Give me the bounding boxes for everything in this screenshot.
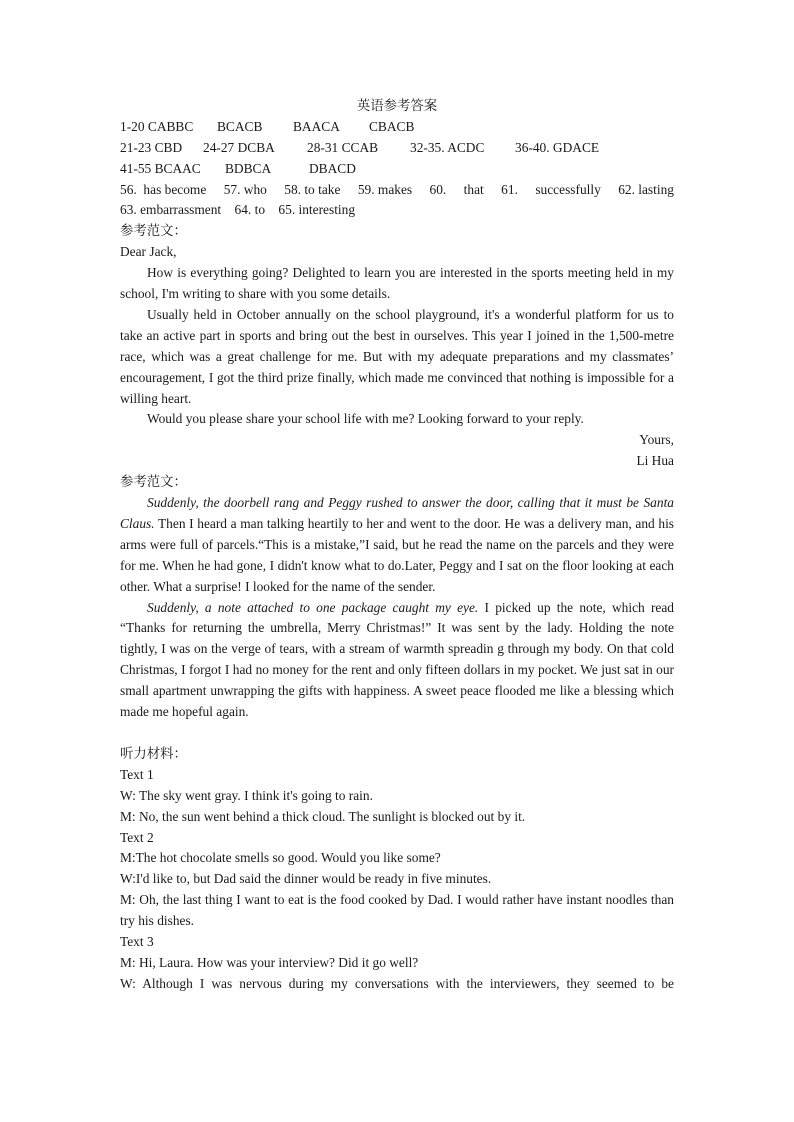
section-gap [120,723,674,744]
answer-group: 41-55 BCAAC [120,160,201,176]
answer-item: 59. makes [357,181,413,197]
listening-line: M:The hot chocolate smells so good. Would you like some? [120,850,441,866]
answer-group: 28-31 CCAB [307,139,379,155]
essay1-closing: Yours, [639,432,674,448]
answer-item: 57. who [223,181,267,197]
answer-item: 60. [429,181,447,197]
answer-item: 61. [501,181,518,197]
answer-group: DBACD [309,160,356,176]
answer-group: BCACB [217,118,263,134]
answer-group: 24-27 DCBA [203,139,275,155]
essay1-paragraph-3: Would you please share your school life with me? Looking forward to your reply. [147,411,584,427]
essay1-label: 参考范文： [120,223,187,239]
listening-line: Text 3 [120,934,154,950]
essay2-paragraph-1-body: Then I heard a man talking heartily to her and went to the door. He was a delivery man, and his arms were full of parcels.“This is a mistake,”I said, but he read the name on the parcels and they were for me. When he had gone, I didn't know what to do.Later, Peggy and I sat on the floor looking at each other. What a surprise! I looked for the name of the sender. [120,515,674,594]
listening-line: Text 2 [120,829,154,845]
listening-line: Text 1 [120,766,154,782]
essay1-paragraph-2: Usually held in October annually on the school playground, it's a wonderful platform for us to take an active part in sports and bring out the best in ourselves. This year I joined in the 1,500-metre race, which was a great challenge for me. But with my adequate preparations and my classmates’ encouragement, I got the third prize finally, which made me convinced that nothing is impossible for a willing heart. [120,306,674,406]
listening-label: 听力材料： [120,746,187,762]
listening-line: W: The sky went gray. I think it's going to rain. [120,787,373,803]
answer-group: BAACA [293,118,340,134]
answer-row-3 [120,159,674,180]
answer-row-5: 63. embarrassment 64. to 65. interesting [120,202,356,218]
document-page [120,96,674,995]
essay2-paragraph-1-lead: Suddenly, the doorbell rang and Peggy rushed to answer the door, calling that it must be Santa Claus. [120,495,674,531]
essay2-paragraph-1 [120,493,674,598]
answer-item: 58. to take [284,181,341,197]
essay2-label: 参考范文： [120,474,187,490]
answer-group: 1-20 CABBC [120,118,194,134]
answer-item: successfully [535,181,601,197]
answer-group: 32-35. ACDC [410,139,485,155]
page-title: 英语参考答案 [356,98,438,113]
listening-line: W: Although I was nervous during my conversations with the interviewers, they seemed to be [120,975,674,991]
answer-row-4 [120,180,674,201]
essay1-signature: Li Hua [636,453,674,469]
essay1-greeting: Dear Jack, [120,244,177,260]
answer-group: BDBCA [225,160,272,176]
answer-group: 36-40. GDACE [515,139,600,155]
answer-row-2 [120,138,674,159]
essay2-paragraph-2-body: I picked up the note, which read “Thanks for returning the umbrella, Merry Christmas!” It was sent by the lady. Holding the note tightly, I was on the verge of tears, with a stream of warmth spreadin g through my body. On that cold Christmas, I forgot I had no money for the rent and only fifteen dollars in my pocket. We just sat in our small apartment unwrapping the gifts with happiness. A sweet peace flooded me like a blessing which made me hopeful again. [120,599,674,720]
essay2-paragraph-2-lead: Suddenly, a note attached to one package caught my eye. [147,599,479,615]
listening-line: M: No, the sun went behind a thick cloud. The sunlight is blocked out by it. [120,808,526,824]
listening-line: W:I'd like to, but Dad said the dinner would be ready in five minutes. [120,871,492,887]
answer-item: 56. has become [120,181,207,197]
answer-item: 62. lasting [618,181,674,197]
answer-group: CBACB [369,118,415,134]
answer-item: that [463,181,484,197]
essay2-paragraph-2 [120,598,674,723]
listening-line: M: Hi, Laura. How was your interview? Did it go well? [120,954,419,970]
answer-row-1 [120,117,674,138]
listening-line: M: Oh, the last thing I want to eat is the food cooked by Dad. I would rather have instant noodles than try his dishes. [120,892,674,929]
essay1-paragraph-1: How is everything going? Delighted to learn you are interested in the sports meeting held in my school, I'm writing to share with you some details. [120,265,674,302]
answer-group: 21-23 CBD [120,139,183,155]
